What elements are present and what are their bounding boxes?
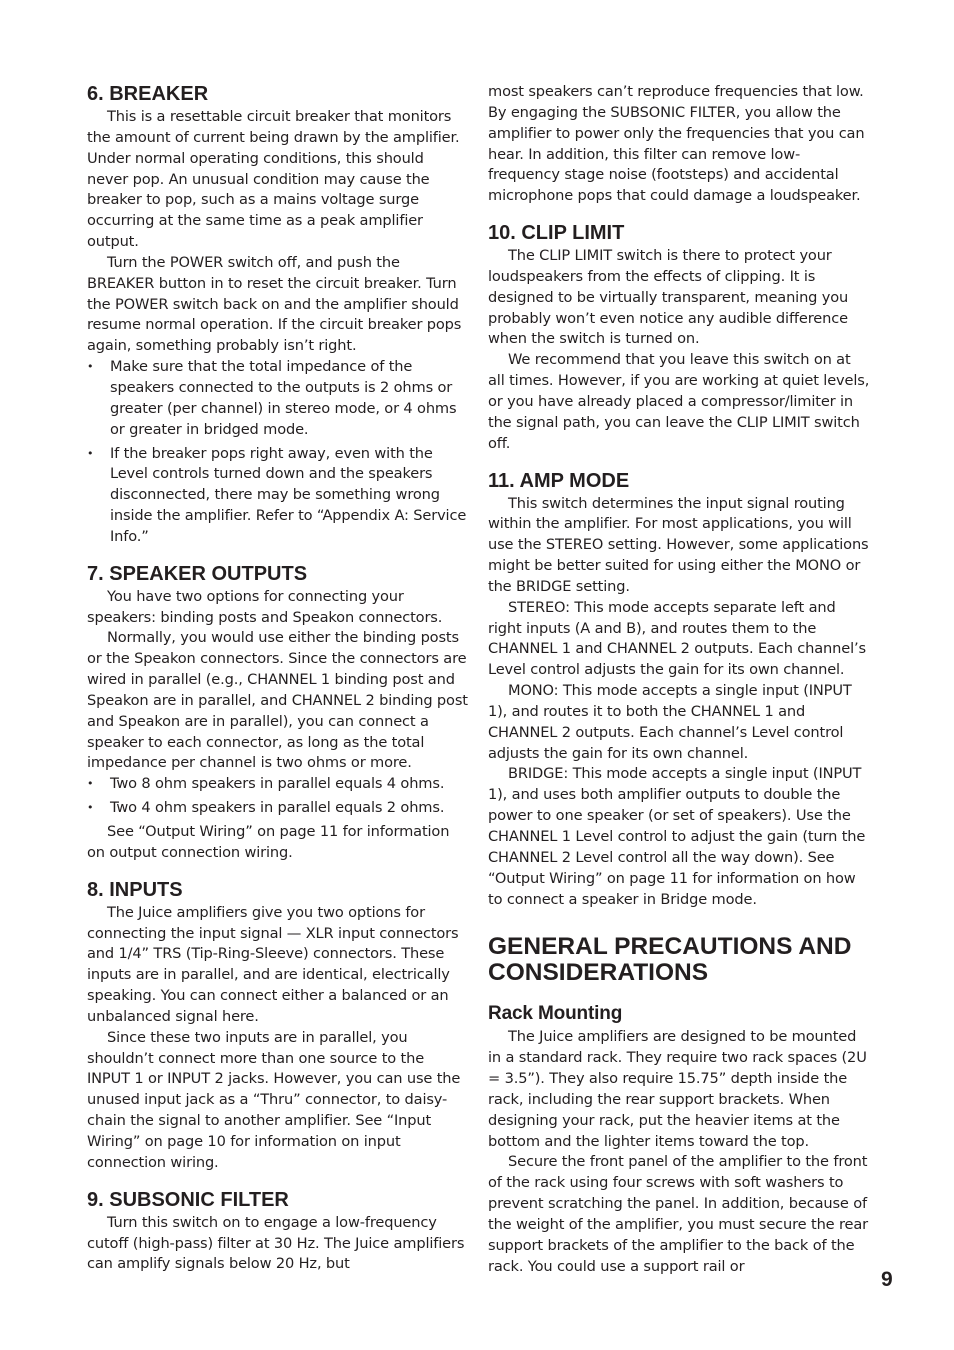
heading-speaker-outputs: 7. SPEAKER OUTPUTS — [87, 562, 308, 585]
right-column — [488, 82, 870, 1278]
page-number: 9 — [881, 1268, 893, 1291]
heading-subsonic-filter: 9. SUBSONIC FILTER — [87, 1188, 289, 1211]
section-amp-mode — [488, 469, 870, 911]
section-inputs — [87, 878, 469, 1174]
bullet-list — [87, 357, 469, 548]
paragraph: STEREO: This mode accepts separate left and right inputs (A and B), and routes them to the CHANNEL 1 and CHANNEL 2 outputs. Each channel’s Level control adjusts the gain for its own channel. — [488, 598, 866, 679]
heading-breaker: 6. BREAKER — [87, 83, 209, 105]
paragraph: The CLIP LIMIT switch is there to protect your loudspeakers from the effects of clipping. It is designed to be virtually transparent, meaning you probably won’t even notice any audible difference when the switch is turned on. — [488, 247, 849, 348]
section-clip-limit — [488, 221, 870, 454]
left-column — [87, 82, 469, 1275]
paragraph: MONO: This mode accepts a single input (INPUT 1), and routes it to both the CHANNEL 1 and CHANNEL 2 outputs. Each channel’s Level control adjusts the gain for its own channel. — [488, 682, 852, 762]
heading-general-precautions: GENERAL PRECAUTIONS AND CONSIDERATIONS — [488, 933, 852, 987]
bullet-list — [87, 774, 469, 819]
paragraph: Turn this switch on to engage a low-frequency cutoff (high-pass) filter at 30 Hz. The Juice amplifiers can amplify signals below 20 Hz, but — [87, 1213, 465, 1273]
paragraph: You have two options for connecting your speakers: binding posts and Speakon connectors. — [87, 587, 443, 626]
heading-clip-limit: 10. CLIP LIMIT — [488, 222, 625, 245]
section-speaker-outputs — [87, 562, 469, 864]
paragraph: See “Output Wiring” on page 11 for information on output connection wiring. — [87, 823, 450, 861]
paragraph: We recommend that you leave this switch on at all times. However, if you are working at quiet levels, or you have already placed a compressor/limiter in the signal path, you can leave the CLIP LIMIT switch off. — [488, 351, 870, 452]
heading-inputs: 8. INPUTS — [87, 878, 183, 901]
section-subsonic-filter — [87, 1188, 469, 1276]
paragraph: This switch determines the input signal routing within the amplifier. For most applications, you will use the STEREO setting. However, some applications might be better suited for using either the MONO or the BRIDGE setting. — [488, 494, 869, 595]
list-item: • Make sure that the total impedance of the speakers connected to the outputs is 2 ohms or greater (per channel) in stereo mode, or 4 ohms or greater in bridged mode. — [87, 357, 469, 440]
paragraph: Since these two inputs are in parallel, you shouldn’t connect more than one source to the INPUT 1 or INPUT 2 jacks. However, you can use the unused input jack as a “Thru” connector, to daisy-chain the signal to another amplifier. See “Input Wiring” on page 10 for information on input connection wiring. — [87, 1028, 461, 1171]
paragraph: Normally, you would use either the binding posts or the Speakon connectors. Since the connectors are wired in parallel (e.g., CHANNEL 1 binding post and Speakon are in parallel, and CHANNEL 2 binding post and Speakon are in parallel), you can connect a speaker to each connector, as long as the total impedance per channel is two ohms or more. — [87, 629, 468, 772]
paragraph: most speakers can’t reproduce frequencies that low. By engaging the SUBSONIC FILTER, you allow the amplifier to power only the frequencies that you can hear. In addition, this filter can remove low-frequency stage noise (footsteps) and accidental microphone pops that could damage a loudspeaker. — [488, 83, 865, 205]
section-subsonic-continued — [488, 82, 870, 207]
heading-amp-mode: 11. AMP MODE — [488, 469, 630, 492]
paragraph: The Juice amplifiers give you two options for connecting the input signal — XLR input connectors and 1/4” TRS (Tip-Ring-Sleeve) connectors. These inputs are in parallel, and are identical, electrically speaking. You can connect either a balanced or an unbalanced signal here. — [87, 903, 459, 1025]
list-item: • Two 4 ohm speakers in parallel equals 2 ohms. — [87, 798, 469, 819]
paragraph: The Juice amplifiers are designed to be mounted in a standard rack. They require two rack spaces (2U = 3.5”). They also require 15.75” depth inside the rack, including the rear support brackets. When designing your rack, put the heavier items at the bottom and the lighter items toward the top. — [488, 1028, 867, 1150]
paragraph: BRIDGE: This mode accepts a single input (INPUT 1), and uses both amplifier outputs to double the power to one speaker (or set of speakers). Use the CHANNEL 1 Level control to adjust the gain (turn the CHANNEL 2 Level control all the way down). See “Output Wiring” on page 11 for information on how to connect a speaker in Bridge mode. — [488, 765, 866, 908]
paragraph: Secure the front panel of the amplifier to the front of the rack using four screws with soft washers to prevent scratching the panel. In addition, because of the weight of the amplifier, you must secure the rear support brackets of the amplifier to the back of the rack. You could use a support rail or — [488, 1153, 868, 1275]
paragraph: This is a resettable circuit breaker that monitors the amount of current being drawn by the amplifier. Under normal operating conditions, this should never pop. An unusual condition may cause the breaker to pop, such as a mains voltage surge occurring at the same time as a peak amplifier output. — [87, 108, 460, 251]
subheading-rack-mounting: Rack Mounting — [488, 1003, 623, 1025]
list-item: • If the breaker pops right away, even with the Level controls turned down and the speakers disconnected, there may be something wrong inside the amplifier. Refer to “Appendix A: Service Info.” — [87, 444, 469, 548]
section-general-precautions — [488, 934, 870, 1277]
section-breaker — [87, 82, 469, 548]
paragraph: Turn the POWER switch off, and push the BREAKER button in to reset the circuit breaker. Turn the POWER switch back on and the amplifier should resume normal operation. If the circuit breaker pops again, something probably isn’t right. — [87, 253, 462, 355]
list-item: • Two 8 ohm speakers in parallel equals 4 ohms. — [87, 774, 469, 795]
